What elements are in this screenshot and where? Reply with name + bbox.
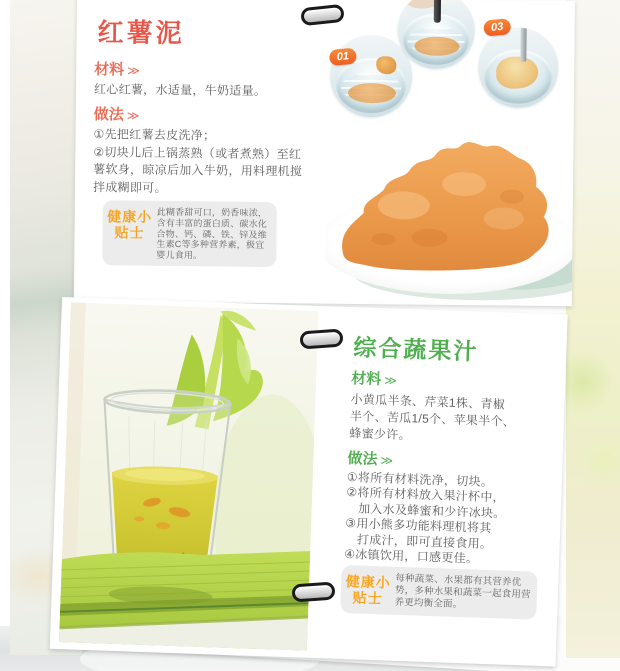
health-tip-text: 此糊香甜可口，奶香味浓，含有丰富的蛋白质、碳水化合物、钙、磷、铁、锌及维生素C等多种营养素，极宜婴儿食用。 — [156, 206, 268, 261]
materials-line: 半个、苦瓜1/5个、苹果半个、 — [349, 409, 516, 429]
recipe-card-mixed-juice — [50, 297, 568, 666]
step-line: 打成汁，即可直接食用。 — [344, 531, 493, 551]
health-tip-label: 健康小 贴士 — [345, 573, 392, 607]
step-line: 拌成糊即可。 — [92, 179, 167, 195]
step-number-badge: 01 — [329, 48, 357, 66]
sweet-potato-chunk — [376, 56, 397, 73]
step-line: 薯软身，晾凉后加入牛奶，用料理机搅 — [93, 162, 303, 179]
binder-ring-icon — [299, 329, 343, 350]
step-line: ②将所有材料放入果汁杯中， — [346, 485, 506, 505]
materials-label: 材料 ≫ — [351, 370, 398, 389]
step-line: ①先把红薯去皮洗净； — [93, 127, 216, 143]
health-tip-box — [340, 565, 538, 620]
label-arrow: ≫ — [127, 63, 140, 78]
step-line: ④冰镇饮用，口感更佳。 — [343, 547, 479, 566]
step-number-badge: 03 — [483, 18, 511, 36]
method-steps — [344, 470, 507, 568]
materials-text — [349, 391, 516, 448]
juice-glass-photo — [59, 302, 319, 650]
step-photo-1 — [330, 35, 413, 118]
sweet-potato-pieces — [414, 36, 459, 56]
method-label: 做法 ≫ — [93, 106, 140, 124]
step-line: 加入水及蜂蜜和少许冰块。 — [345, 500, 506, 521]
step-photo-2 — [397, 0, 475, 69]
materials-line: 小黄瓜半条、芹菜1株、青椒 — [350, 392, 506, 412]
method-label: 做法 ≫ — [347, 450, 394, 469]
health-tip-text: 每种蔬菜、水果都有其营养优势，多种水果和蔬菜一起食用营养更均衡全面。 — [394, 572, 531, 611]
background-photo-right-strip — [566, 0, 620, 658]
materials-line: 蜂蜜少许。 — [349, 426, 412, 443]
recipe-title: 红薯泥 — [97, 17, 185, 49]
materials-label: 材料 ≫ — [94, 61, 140, 79]
recipe-title: 综合蔬果汁 — [352, 334, 479, 365]
whisk-handle-icon — [521, 27, 527, 61]
method-steps — [93, 126, 318, 198]
mash-plate-illustration — [325, 105, 574, 304]
blender-stick-icon — [434, 0, 441, 23]
label-arrow: ≫ — [380, 453, 394, 468]
step-photo-3 — [478, 27, 559, 108]
binder-ring-icon — [291, 582, 335, 603]
recipe-card-sweet-potato-mash — [74, 0, 575, 306]
label-arrow: ≫ — [126, 108, 140, 123]
mash-plate-photo — [325, 105, 574, 304]
materials-text: 红心红薯，水适量，牛奶适量。 — [93, 82, 267, 98]
label-arrow: ≫ — [384, 373, 398, 388]
health-tip-box — [102, 200, 277, 267]
sweet-potato-pieces — [348, 82, 396, 103]
health-tip-label: 健康小 贴士 — [107, 208, 153, 241]
step-line: ①将所有材料洗净，切块。 — [346, 470, 494, 490]
juice-glass-illustration — [59, 302, 319, 650]
step-line: ②切块儿后上锅蒸熟（或者煮熟）至红 — [93, 144, 302, 161]
step-line: ③用小熊多功能料理机将其 — [345, 516, 492, 536]
